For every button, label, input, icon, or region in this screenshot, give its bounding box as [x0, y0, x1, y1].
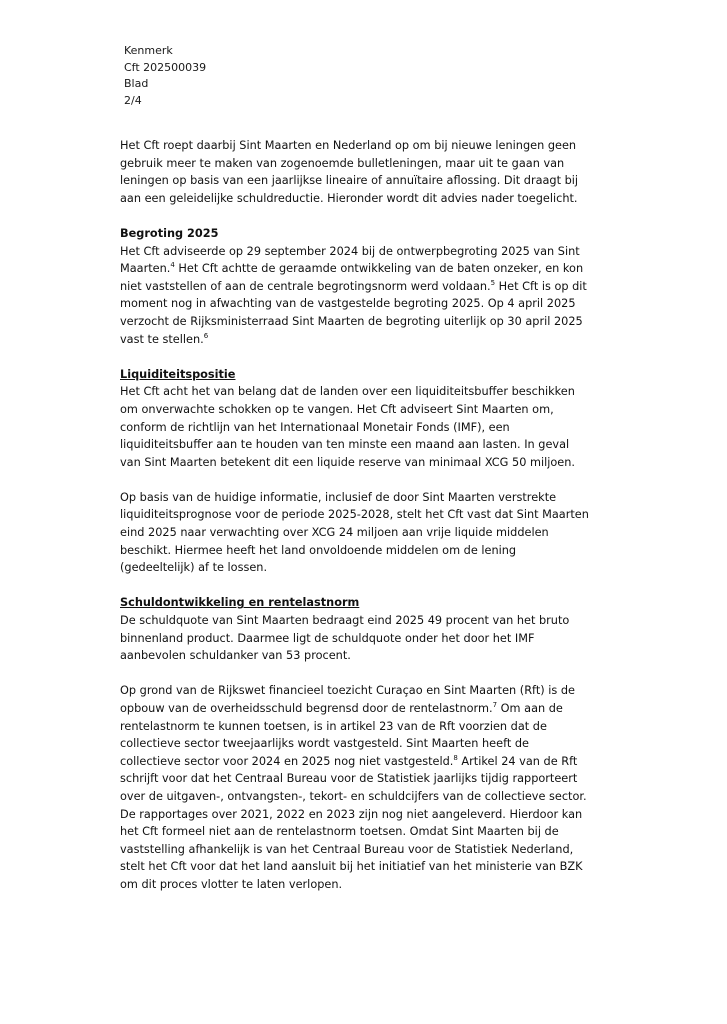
schuld-text-part-1: Op grond van de Rijkswet financieel toezicht Curaçao en Sint Maarten (Rft) is de opbouw van de overheidsschuld begrensd door de rentelastnorm. — [120, 684, 575, 715]
intro-paragraph: Het Cft roept daarbij Sint Maarten en Nederland op om bij nieuwe leningen geen gebruik meer te maken van zogenoemde bulletleningen, maar uit te gaan van leningen op basis van een jaarlijkse lineaire of annuïtaire aflossing. Dit draagt bij aan een geleidelijke schuldreductie. Hieronder wordt dit advies nader toegelicht. — [120, 139, 579, 205]
liquiditeit-paragraph-1: Het Cft acht het van belang dat de landen over een liquiditeitsbuffer beschikken om onverwachte schokken op te vangen. Het Cft adviseert Sint Maarten om, conform de richtlijn van het Internationaal Monetair Fonds (IMF), een liquiditeitsbuffer aan te houden van ten minste een maand aan lasten. In geval van Sint Maarten betekent dit een liquide reserve van minimaal XCG 50 miljoen. — [120, 385, 576, 469]
section-heading-schuld: Schuldontwikkeling en rentelastnorm — [120, 596, 360, 610]
section-heading-begroting: Begroting 2025 — [120, 226, 219, 240]
section-heading-liquiditeit: Liquiditeitspositie — [120, 367, 236, 381]
blad-value: 2/4 — [124, 93, 142, 107]
schuld-paragraph-1: De schuldquote van Sint Maarten bedraagt eind 2025 49 procent van het bruto binnenland product. Daarmee ligt de schuldquote onder het door het IMF aanbevolen schuldanker van 53 procent. — [120, 614, 570, 663]
begroting-text-part-2: Het Cft achtte de geraamde ontwikkeling van de baten onzeker, en kon niet vaststellen of aan de centrale begrotingsnorm werd voldaan. — [120, 262, 584, 293]
begroting-paragraph — [120, 243, 592, 349]
footnote-ref-7[interactable]: 7 — [492, 701, 498, 710]
kenmerk-value: Cft 202500039 — [124, 60, 207, 74]
schuld-text-part-2: Om aan de rentelastnorm te kunnen toetsen, is in artikel 23 van de Rft voorzien dat de collectieve sector tweejaarlijks wordt vastgesteld. Sint Maarten heeft de collectieve sector voor 2024 en 2025 nog niet vastgesteld. — [120, 702, 563, 768]
document-reference-block — [124, 43, 206, 109]
begroting-text-part-3: Het Cft is op dit moment nog in afwachting van de vastgestelde begroting 2025. Op 4 april 2025 verzocht de Rijksministerraad Sint Maarten de begroting uiterlijk op 30 april 2025 vast te stellen. — [120, 279, 587, 346]
begroting-text-part-1: Het Cft adviseerde op 29 september 2024 bij de ontwerpbegroting 2025 van Sint Maarten. — [120, 244, 580, 276]
schuld-paragraph-2 — [120, 682, 592, 893]
footnote-ref-6[interactable]: 6 — [203, 331, 209, 340]
footnote-ref-8[interactable]: 8 — [453, 754, 458, 763]
blad-label: Blad — [124, 77, 149, 90]
kenmerk-label: Kenmerk — [124, 44, 173, 57]
document-body — [120, 137, 592, 894]
liquiditeit-paragraph-2: Op basis van de huidige informatie, inclusief de door Sint Maarten verstrekte liquiditeitsprognose voor de periode 2025-2028, stelt het Cft vast dat Sint Maarten eind 2025 naar verwachting over XCG 24 miljoen aan vrije liquide middelen beschikt. Hiermee heeft het land onvoldoende middelen om de lening (gedeeltelijk) af te lossen. — [120, 490, 589, 575]
footnote-ref-5[interactable]: 5 — [490, 278, 496, 287]
footnote-ref-4[interactable]: 4 — [170, 261, 175, 270]
schuld-text-part-3: Artikel 24 van de Rft schrijft voor dat het Centraal Bureau voor de Statistiek jaarlijks tijdig rapporteert over de uitgaven-, ontvangsten-, tekort- en schuldcijfers van de collectieve sector. De rapportages over 2021, 2022 en 2023 zijn nog niet aangeleverd. Hierdoor kan het Cft formeel niet aan de rentelastnorm toetsen. Omdat Sint Maarten bij de vaststelling afhankelijk is van het Centraal Bureau voor de Statistiek Nederland, stelt het Cft voor dat het land aansluit bij het initiatief van het ministerie van BZK om dit proces vlotter te laten verlopen. — [120, 754, 587, 891]
